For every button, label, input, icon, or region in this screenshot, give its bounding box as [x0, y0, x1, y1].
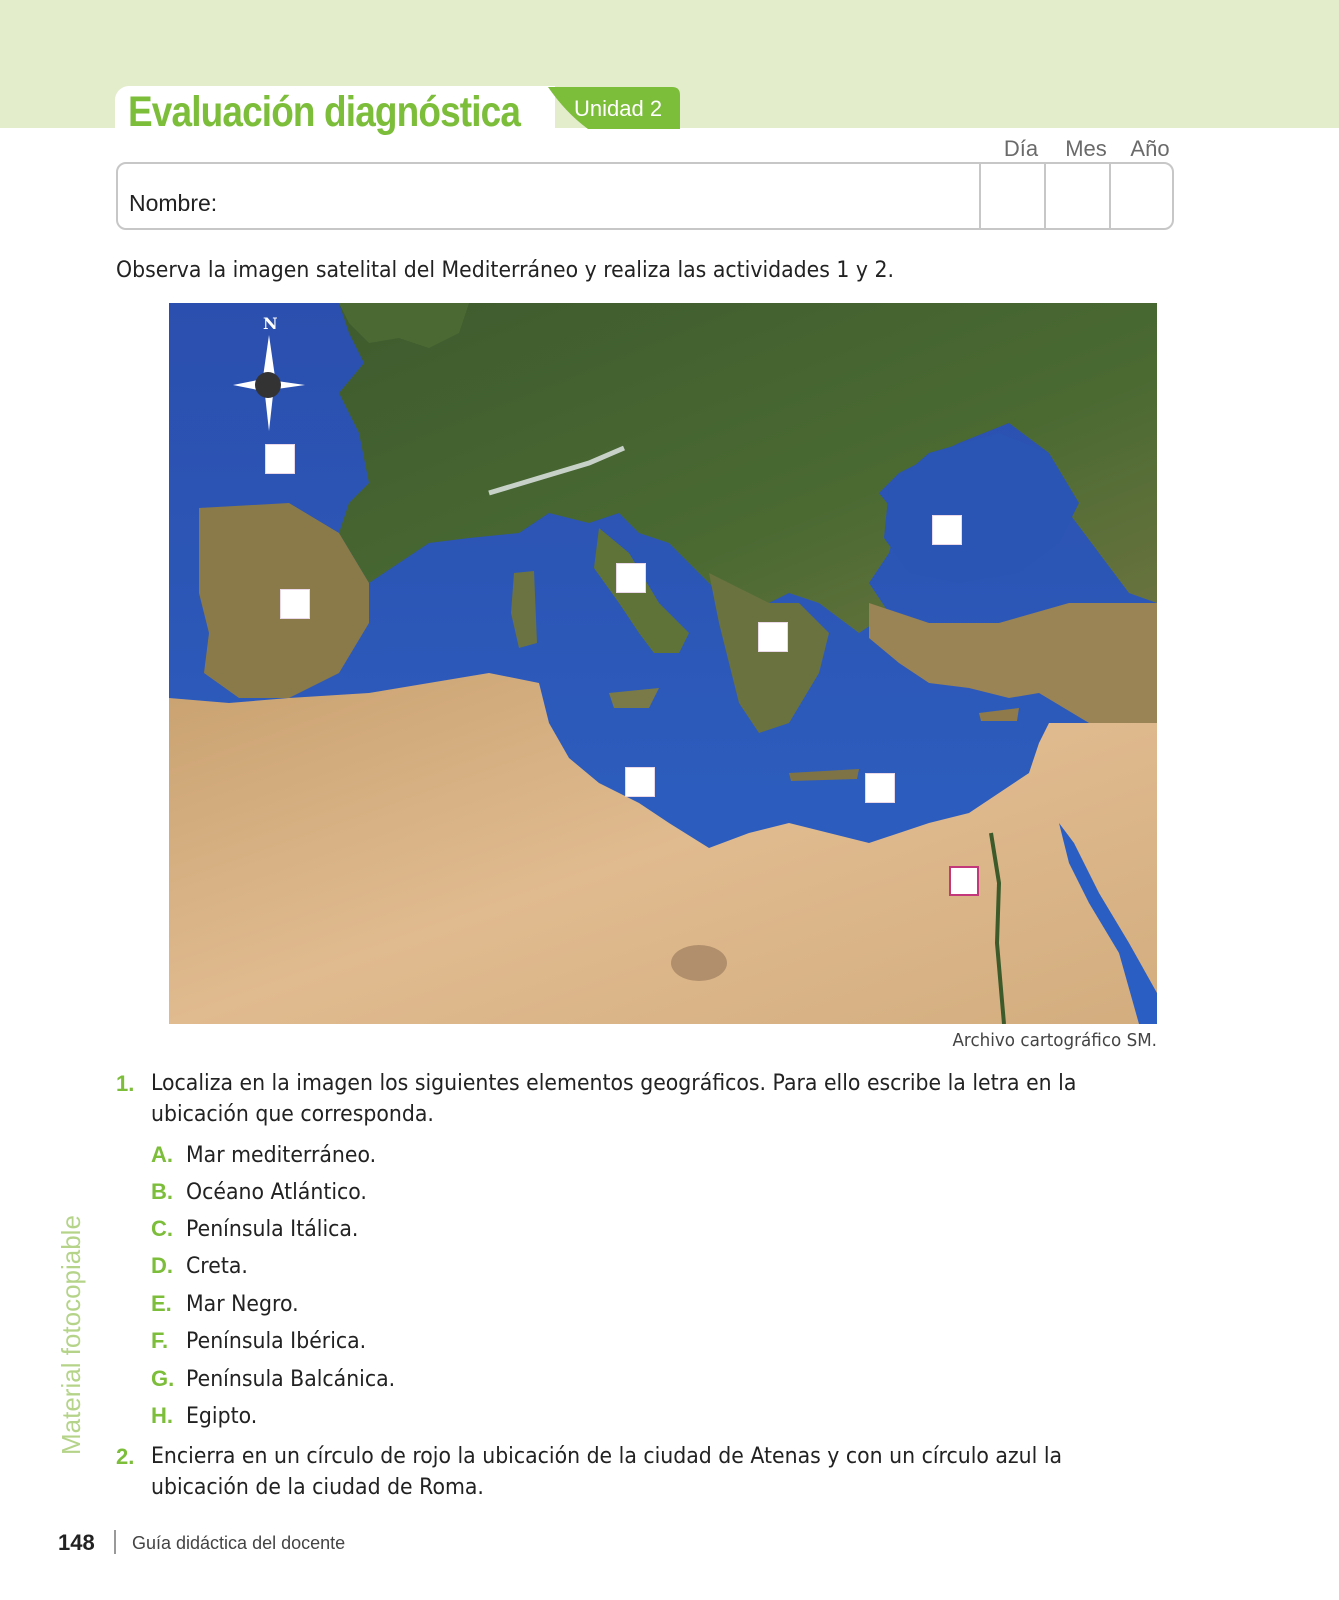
option-letter: F.	[151, 1328, 169, 1353]
option-text: Mar mediterráneo.	[186, 1143, 377, 1168]
map-credit: Archivo cartográfico SM.	[952, 1030, 1157, 1051]
answer-box-atlantic[interactable]	[265, 444, 295, 474]
day-field-divider	[979, 163, 981, 229]
option-letter: G.	[151, 1366, 175, 1391]
unit-label: Unidad 2	[574, 96, 663, 121]
answer-box-crete[interactable]	[865, 773, 895, 803]
photocopiable-label: Material fotocopiable	[56, 1215, 86, 1455]
book-title: Guía didáctica del docente	[132, 1533, 346, 1553]
option-letter: H.	[151, 1403, 173, 1428]
desert-dark-patch	[671, 945, 727, 981]
option-letter: C.	[151, 1216, 173, 1241]
answer-box-italy[interactable]	[616, 563, 646, 593]
month-field-divider	[1044, 163, 1046, 229]
mediterranean-satellite-map	[169, 303, 1157, 1024]
option-c	[151, 1216, 371, 1242]
answer-box-egypt[interactable]	[949, 866, 979, 896]
day-header: Día	[1003, 136, 1039, 161]
name-field[interactable]	[116, 162, 1174, 230]
option-letter: B.	[151, 1179, 173, 1204]
option-a	[151, 1142, 390, 1168]
option-text: Océano Atlántico.	[186, 1180, 367, 1205]
option-text: Península Balcánica.	[186, 1367, 396, 1392]
month-header: Mes	[1065, 136, 1107, 161]
option-f	[151, 1328, 380, 1354]
option-h	[151, 1403, 263, 1429]
answer-box-mediterranean[interactable]	[625, 767, 655, 797]
option-text: Mar Negro.	[186, 1292, 299, 1317]
option-text: Península Ibérica.	[186, 1329, 367, 1354]
answer-box-iberia[interactable]	[280, 589, 310, 619]
footer-divider	[114, 1530, 116, 1554]
option-e	[151, 1291, 307, 1317]
option-letter: A.	[151, 1142, 173, 1167]
compass-rose	[233, 313, 305, 433]
instructions: Observa la imagen satelital del Mediterráneo y realiza las actividades 1 y 2.	[116, 258, 895, 283]
option-d	[151, 1253, 253, 1279]
question-2-number: 2.	[116, 1444, 135, 1469]
question-2-text: Encierra en un círculo de rojo la ubicación de la ciudad de Atenas y con un círculo azul la ubicación de la ciudad de Roma.	[151, 1444, 1063, 1500]
question-1-number: 1.	[116, 1071, 135, 1096]
year-field-divider	[1109, 163, 1111, 229]
option-text: Creta.	[186, 1254, 248, 1279]
option-g	[151, 1366, 411, 1392]
option-text: Península Itálica.	[186, 1217, 359, 1242]
answer-box-black-sea[interactable]	[932, 515, 962, 545]
page-title: Evaluación diagnóstica	[128, 88, 521, 136]
option-letter: E.	[151, 1291, 172, 1316]
compass-north-label: N	[263, 314, 278, 333]
option-b	[151, 1179, 381, 1205]
answer-box-balkans[interactable]	[758, 622, 788, 652]
option-text: Egipto.	[186, 1404, 258, 1429]
page-number: 148	[58, 1530, 95, 1555]
name-label: Nombre:	[129, 190, 218, 216]
year-header: Año	[1130, 136, 1170, 161]
question-1-text: Localiza en la imagen los siguientes elementos geográficos. Para ello escribe la letra en la ubicación que corresponda.	[151, 1071, 1077, 1127]
option-letter: D.	[151, 1253, 173, 1278]
